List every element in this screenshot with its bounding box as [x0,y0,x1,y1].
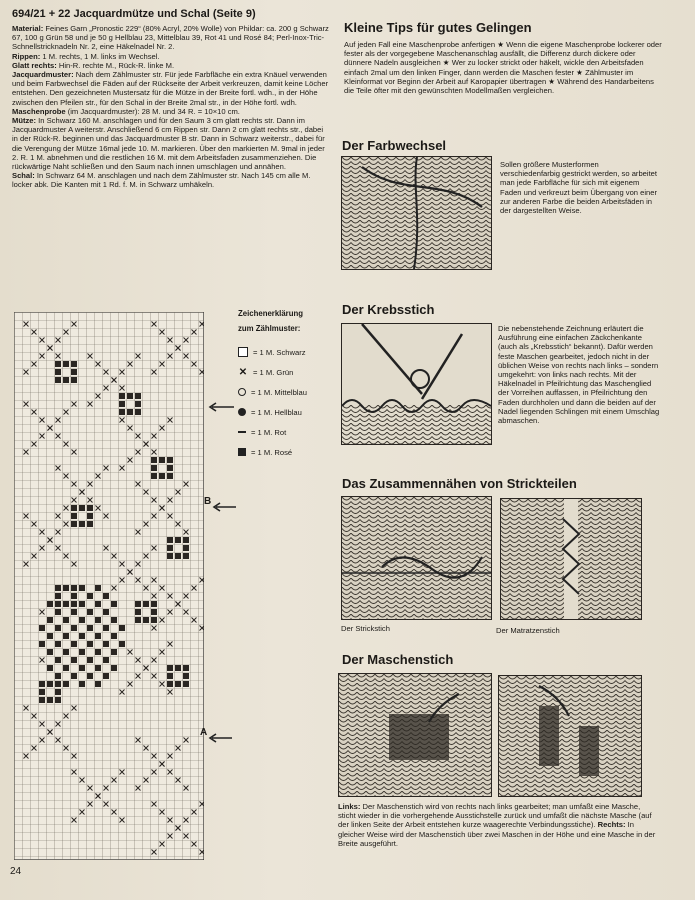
chart-cell-filled [183,665,189,671]
jacquard-paragraph: Jacquardmuster: Nach dem Zählmuster str. Für jede Farbfläche ein extra Knäuel verwenden und beim Farbwechsel die Fäden auf der Rückseite der Arbeit verkreuzen, damit keine Löcher entstehen. Den gezeichneten Mustersatz für die Mütze in der Breite fortl. wdh., in der Höhe zwischen den Pfeilen str., für den Schal in der Breite 2mal str., in der Höhe fortl. wdh. [12,70,329,107]
chart-cell-filled [135,609,141,615]
chart-cell-filled [151,617,157,623]
chart-cell-filled [119,401,125,407]
chart-cell-filled [39,697,45,703]
chart-cell-filled [151,457,157,463]
chart-cell-filled [55,361,61,367]
chart-cell-filled [55,593,61,599]
chart-cell-filled [159,473,165,479]
chart-cell-filled [135,401,141,407]
chart-cell-filled [71,521,77,527]
chart-cell-filled [71,377,77,383]
chart-cell-filled [95,681,101,687]
chart-cell-filled [143,617,149,623]
chart-cell-filled [55,697,61,703]
arrow-marker-top [206,400,236,412]
chart-cell-filled [55,625,61,631]
krebsstich-heading: Der Krebsstich [342,302,435,317]
chart-cell-filled [127,409,133,415]
krebsstich-illustration [341,323,492,445]
chart-cell-filled [119,393,125,399]
arrow-a-icon [208,731,234,743]
chart-cell-filled [103,593,109,599]
chart-cell-filled [71,369,77,375]
ring-icon [238,388,246,396]
marker-b-label: B [204,496,212,507]
chart-cell-filled [87,657,93,663]
chart-cell-filled [175,537,181,543]
chart-cell-filled [79,601,85,607]
chart-cell-filled [135,393,141,399]
chart-cell-filled [151,473,157,479]
chart-cell-filled [119,625,125,631]
matratzenstich-caption: Der Matratzenstich [496,626,560,635]
legend-row-gruen: ✕ = 1 M. Grün [238,366,294,378]
chart-cell-filled [55,657,61,663]
tips-heading: Kleine Tips für gutes Gelingen [344,20,532,35]
chart-cell-filled [71,361,77,367]
chart-cell-filled [95,633,101,639]
maschenstich-heading: Der Maschenstich [342,652,454,667]
chart-cell-filled [47,649,53,655]
legend-row-mittelblau: = 1 M. Mittelblau [238,382,334,402]
chart-cell-filled [47,601,53,607]
chart-cell-filled [47,617,53,623]
chart-cell-filled [183,673,189,679]
chart-cell-filled [87,641,93,647]
marker-a-label: A [200,727,208,738]
chart-cell-filled [167,473,173,479]
chart-cell-filled [151,465,157,471]
chart-cell-filled [63,601,69,607]
cross-icon: ✕ [238,366,248,378]
chart-cell-filled [135,409,141,415]
chart-cell-filled [63,585,69,591]
chart-cell-filled [119,409,125,415]
chart-cell-filled [63,377,69,383]
chart-cell-filled [63,665,69,671]
chart-cell-filled [55,609,61,615]
matratzenstich-illustration [500,498,642,620]
farbwechsel-illustration [341,156,492,270]
chart-cell-filled [71,505,77,511]
zusammennaehen-heading: Das Zusammennähen von Strickteilen [342,476,577,491]
chart-cell-filled [95,585,101,591]
legend-row-schwarz: = 1 M. Schwarz [238,342,334,362]
chart-cell-filled [79,521,85,527]
krebsstich-text: Die nebenstehende Zeichnung erläutert die Ausführung eine einfachen Zäckchenkante (auch als „Krebsstich“ bekannt). Dafür werden feste Maschen gearbeitet, jedoch nicht in der üblichen Weise von rechts nach links – sondern umgekehrt: von links nach rechts. Mit der Häkelnadel in Pfeilrichtung das Maschenglied der Vorreihen auffassen, in Pfeilrichtung den Faden durchholen und dann die beiden auf der Nadel liegenden Schlingen mit einem Umschlag abmaschen. [498,324,660,426]
chart-cell-filled [183,545,189,551]
legend-title-2: zum Zählmuster: [238,324,301,333]
chart-cell-filled [55,641,61,647]
chart-cell-filled [127,393,133,399]
strickstich-illustration [341,496,492,620]
chart-cell-filled [55,585,61,591]
chart-cell-filled [111,665,117,671]
chart-cell-filled [39,625,45,631]
chart-cell-filled [63,649,69,655]
chart-cell-filled [63,681,69,687]
chart-cell-filled [79,681,85,687]
chart-cell-filled [175,681,181,687]
chart-cell-filled [87,609,93,615]
chart-cell-filled [87,673,93,679]
chart-cell-filled [167,537,173,543]
chart-cell-filled [47,633,53,639]
rippen-paragraph: Rippen: 1 M. rechts, 1 M. links im Wechsel. [12,51,160,61]
material-paragraph: Material: Feines Garn „Pronostic 229“ (80% Acryl, 20% Wolle) von Phildar: ca. 200 g Schwarz 67, 100 g Grün 58 und je 50 g Hellblau 23, Mittelblau 39, Rot 41 und Rosé 84; Perl-Inox-Tric-Schnellstricknadeln Nr. 2, eine Häkelnadel Nr. 2. [12,24,329,52]
chart-cell-filled [63,633,69,639]
chart-cell-filled [71,601,77,607]
arrow-b-icon [212,500,238,512]
chart-cell-filled [79,585,85,591]
chart-cell-filled [167,545,173,551]
chart-cell-filled [103,657,109,663]
chart-cell-filled [39,641,45,647]
chart-cell-filled [71,585,77,591]
chart-cell-filled [87,513,93,519]
chart-cell-filled [183,681,189,687]
chart-cell-filled [167,553,173,559]
legend-title-1: Zeichenerklärung [238,309,303,318]
legend-row-rot: = 1 M. Rot [238,422,334,442]
chart-cell-filled [63,361,69,367]
chart-cell-filled [167,457,173,463]
chart-cell-filled [119,641,125,647]
chart-cell-filled [71,593,77,599]
chart-cell-filled [55,369,61,375]
chart-cell-filled [87,521,93,527]
filled-square-icon [238,448,246,456]
chart-cell-filled [71,641,77,647]
chart-cell-filled [71,625,77,631]
chart-legend [238,306,334,462]
muetze-paragraph: Mütze: In Schwarz 160 M. anschlagen und für den Saum 3 cm glatt rechts str. Dann im Jacquardmuster A weiterstr. Anschließend 6 cm Rippen str. Dann 2 cm glatt rechts str., dabei in der Rück-R. beginnen und das Jacquardmuster B str. Dann in Schwarz weiterstr., dabei für die Verengung der Mütze 16mal jede 10. M. markieren. Über den markierten M. 9mal in jeder 2. R. 1 M. abnehmen und die restlichen 16 M. mit dem Arbeitsfaden zusammenziehen. Die rückwärtige Naht schließen und den Saum nach innen umschlagen und annähen. [12,116,325,172]
instructions-body [12,24,330,190]
chart-cell-filled [79,665,85,671]
chart-cell-filled [87,593,93,599]
chart-cell-filled [95,649,101,655]
chart-cell-filled [55,689,61,695]
chart-cell-filled [71,657,77,663]
tips-text: Auf jeden Fall eine Maschenprobe anfertigen ★ Wenn die eigene Maschenprobe lockerer oder fester als der vorgegebene Maschenanschlag ausfällt, die Differenz durch dickere oder dünnere Nadeln ausgleichen ★ Wer zu locker strickt oder häkelt, wickle den Arbeitsfaden einfach 2mal um den linken Finger, dann werden die Maschen fester ★ Zählmuster im Kleinformat vor Beginn der Arbeit auf Karopapier übertragen ★ Während des Handarbeitens die Teile öfter mit den gewünschten Modellmaßen vergleichen. [344,40,662,96]
chart-cell-filled [87,625,93,631]
chart-cell-filled [79,617,85,623]
chart-cell-filled [183,537,189,543]
chart-cell-filled [135,617,141,623]
maschenstich-illustration-left [338,673,492,797]
chart-cell-filled [55,601,61,607]
empty-square-icon [238,347,248,357]
chart-cell-filled [95,601,101,607]
chart-cell-filled [95,665,101,671]
chart-cell-filled [151,601,157,607]
chart-cell-filled [135,601,141,607]
chart-cell-filled [103,673,109,679]
chart-cell-filled [111,617,117,623]
chart-cell-filled [159,457,165,463]
legend-row-rose: = 1 M. Rosé [238,442,334,462]
chart-cell-filled [111,601,117,607]
chart-cell-filled [47,665,53,671]
strickstich-caption: Der Strickstich [341,624,390,633]
chart-cell-filled [79,649,85,655]
dot-icon [238,408,246,416]
chart-cell-filled [167,665,173,671]
legend-row-hellblau: = 1 M. Hellblau [238,402,334,422]
chart-cell-filled [167,673,173,679]
chart-cell-filled [79,633,85,639]
chart-cell-filled [167,465,173,471]
maschenprobe-paragraph: Maschenprobe (im Jacquardmuster): 28 M. und 34 R. = 10×10 cm. [12,106,240,116]
maschenstich-illustration-right [498,675,642,797]
chart-cell-filled [71,673,77,679]
chart-cell-filled [55,673,61,679]
chart-cell-filled [111,649,117,655]
chart-cell-filled [79,505,85,511]
chart-cell-filled [55,681,61,687]
chart-cell-filled [39,689,45,695]
chart-cell-filled [103,609,109,615]
chart-cell-filled [175,553,181,559]
page-number: 24 [10,866,22,877]
maschenstich-text: Links: Der Maschenstich wird von rechts nach links gearbeitet; man umfaßt eine Masche, sticht wieder in die vorhergehende Ausstichstelle zurück und umfaßt die nächste Masche (auf der linken Seite der Arbeit entstehen kurze waagerechte Verbindungsstiche). Rechts: In gleicher Weise wird der Maschenstich über zwei Maschen in der Höhe und eine Masche in der Breite ausgeführt. [338,802,656,848]
chart-cell-filled [47,697,53,703]
chart-cell-filled [55,377,61,383]
chart-cell-filled [175,665,181,671]
chart-cell-filled [71,513,77,519]
chart-cell-filled [111,633,117,639]
chart-cell-filled [47,681,53,687]
chart-cell-filled [71,609,77,615]
jacquard-chart [14,312,204,860]
glatt-paragraph: Glatt rechts: Hin-R. rechte M., Rück-R. linke M. [12,60,175,70]
schal-paragraph: Schal: In Schwarz 64 M. anschlagen und nach dem Zählmuster str. Nach 145 cm alle M. locker abk. Die Kanten mit 1 Rd. f. M. in Schwarz umhäkeln. [12,171,311,190]
chart-cell-filled [39,681,45,687]
chart-cell-filled [103,625,109,631]
chart-cell-filled [143,601,149,607]
chart-cell-filled [167,681,173,687]
chart-cell-filled [95,617,101,623]
chart-cell-filled [103,641,109,647]
pattern-instructions [12,8,330,190]
chart-cell-filled [63,617,69,623]
pattern-title: 694/21 + 22 Jacquardmütze und Schal (Seite 9) [12,8,256,20]
chart-cell-filled [183,553,189,559]
dash-icon [238,431,246,433]
chart-cell-filled [151,609,157,615]
farbwechsel-heading: Der Farbwechsel [342,138,447,153]
farbwechsel-text: Sollen größere Musterformen verschiedenfarbig gestrickt werden, so arbeitet man jede Farbfläche für sich mit eigenem Faden und verkreuzt beim Übergang von einer zur anderen Farbe die beiden Arbeitsfäden in der dargestellten Weise. [500,160,658,216]
chart-cell-filled [87,505,93,511]
